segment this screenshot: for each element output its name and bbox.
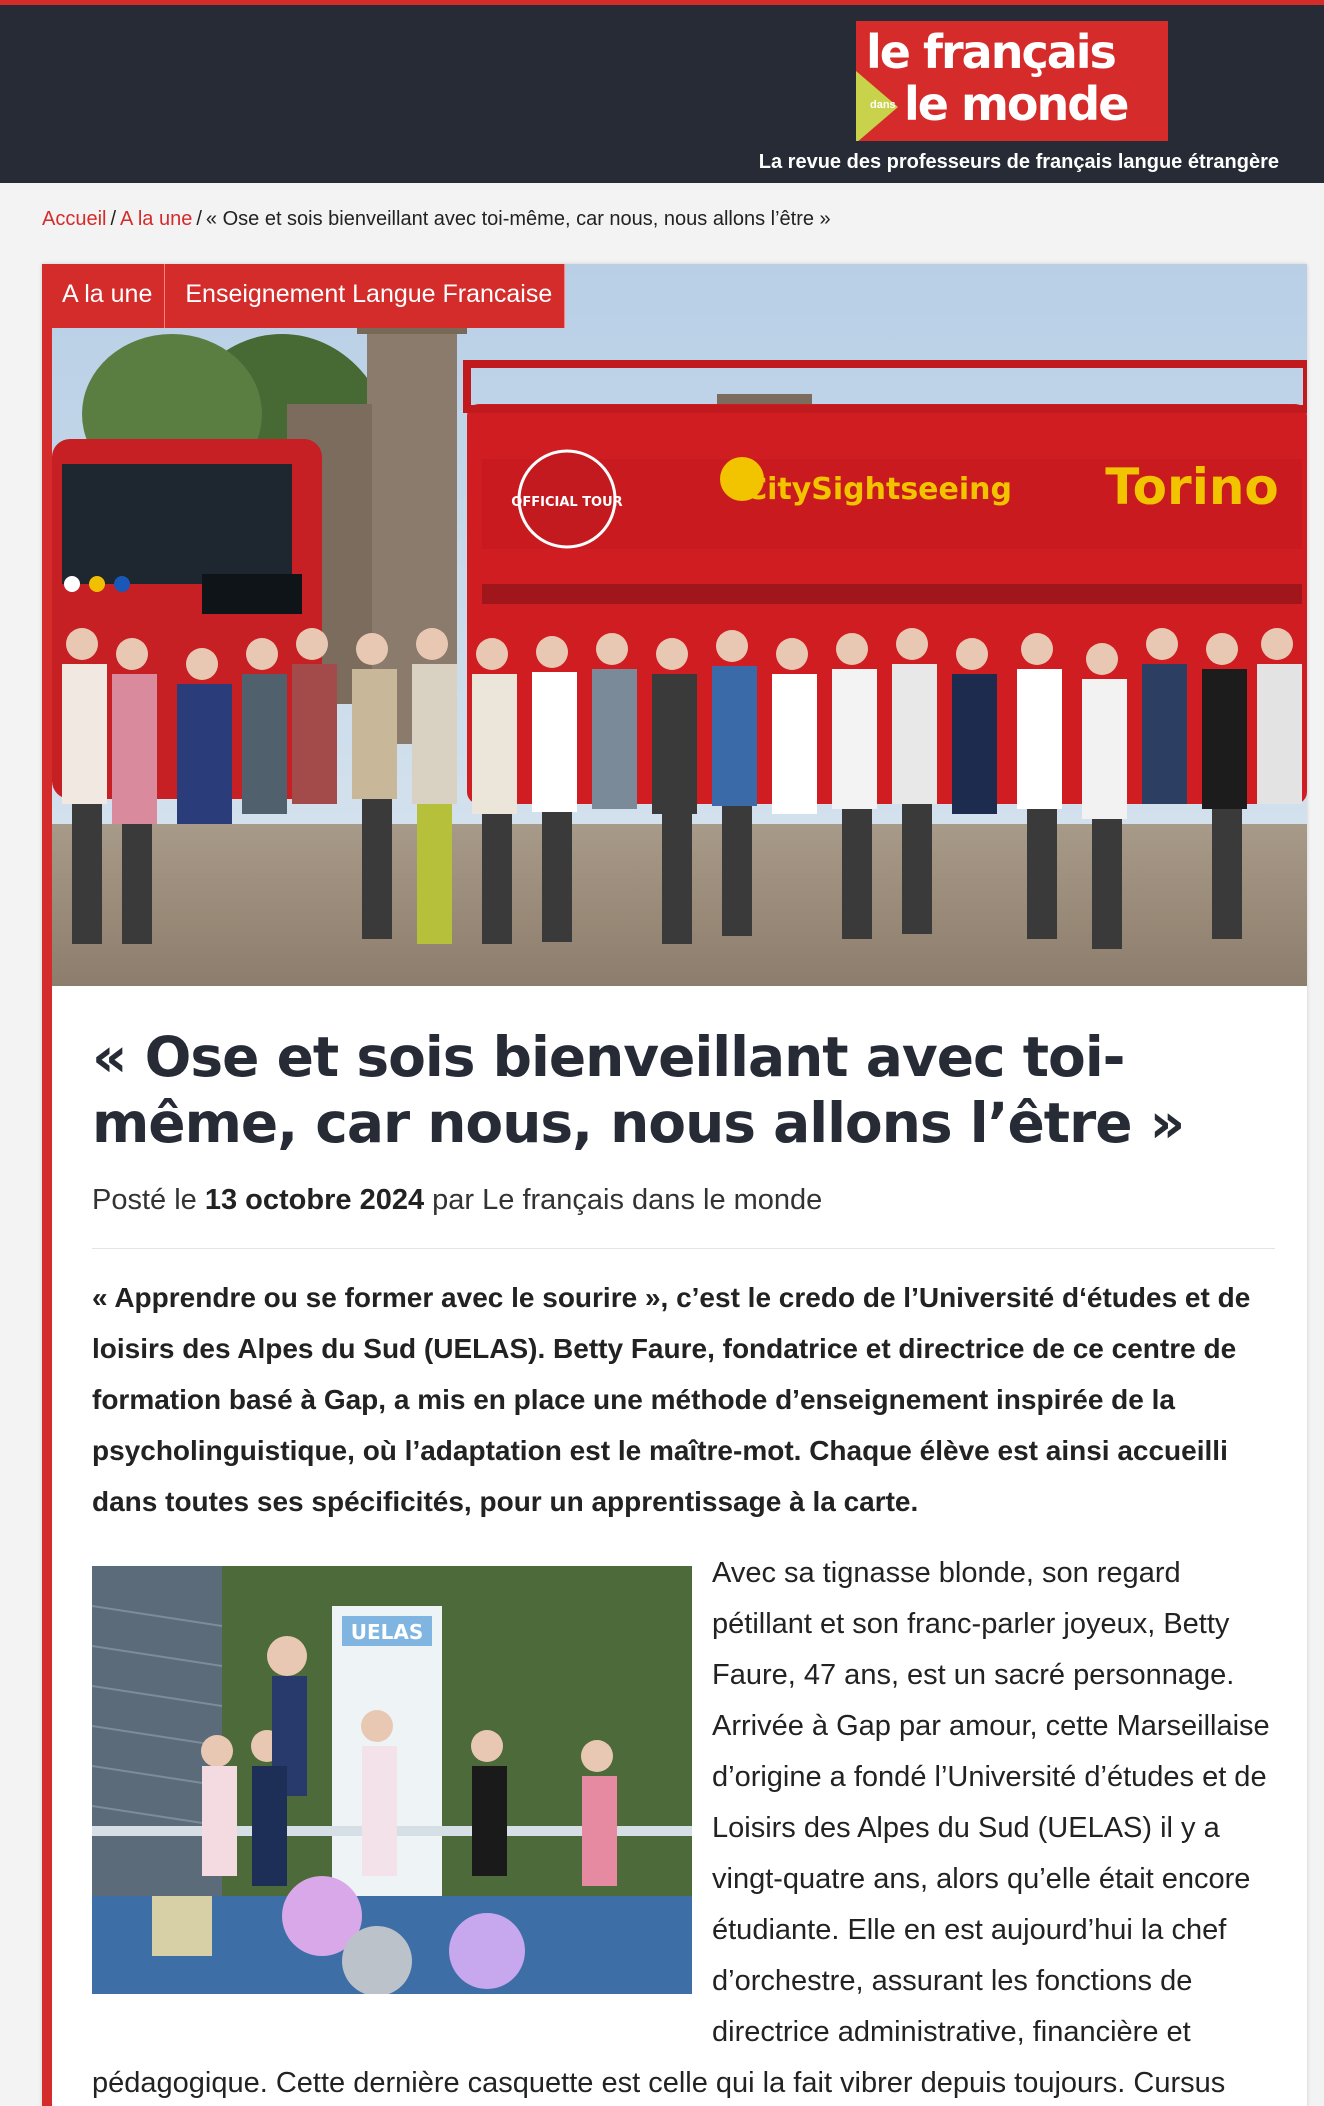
article-photo-children: [92, 1566, 692, 1994]
bus-text-city: CitySightseeing: [745, 472, 1012, 507]
logo-dans: dans: [870, 99, 896, 111]
category-tags: [42, 264, 565, 328]
bus-text-torino: Torino: [1105, 458, 1279, 516]
by-prefix: par: [432, 1184, 475, 1216]
category-tag-enseignement[interactable]: Enseignement Langue Francaise: [165, 264, 565, 328]
article-body-paragraph: Avec sa tignasse blonde, son regard pétillant et son franc-parler joyeux, Betty Faure, 47 ans, est un sacré personnage. Arrivée à Gap par amour, cette Marseillaise d’origine a fondé l’Université d’études et de Loisirs des Alpes du Sud (UELAS) il y a vingt-quatre ans, alors qu’elle était encore étudiante. Elle en est aujourd’hui la chef d’orchestre, assurant les fonctions de directrice administrative, financière et: [712, 1557, 1270, 2048]
breadcrumb-current: « Ose et sois bienveillant avec toi-même, car nous, nous allons l’être »: [205, 208, 831, 230]
photo-banner-text: UELAS: [350, 1620, 424, 1644]
category-tag-a-la-une[interactable]: A la une: [42, 264, 165, 328]
logo-line-2: le monde: [904, 77, 1128, 131]
meta-divider: [92, 1248, 1275, 1249]
posted-prefix: Posté le: [92, 1184, 197, 1216]
article-body-continued: pédagogique. Cette dernière casquette est celle qui la fait vibrer depuis toujours. Cursus: [92, 2067, 1226, 2099]
breadcrumb: Accueil / A la une / « Ose et sois bienveillant avec toi-même, car nous, nous allons l’être »: [42, 208, 831, 230]
post-author[interactable]: Le français dans le monde: [482, 1184, 823, 1216]
site-tagline: La revue des professeurs de français langue étrangère: [758, 151, 1279, 173]
site-header: [0, 0, 1324, 183]
breadcrumb-home-link[interactable]: Accueil: [42, 208, 107, 230]
bus-badge-text: OFFICIAL TOUR: [511, 495, 623, 510]
article-meta: [92, 1184, 822, 1217]
article-title: « Ose et sois bienveillant avec toi-même, car nous, nous allons l’être »: [92, 1025, 1185, 1155]
post-date: 13 octobre 2024: [204, 1184, 425, 1216]
hero-image: [52, 264, 1307, 986]
article-lead: « Apprendre ou se former avec le sourire », c’est le credo de l’Université d‘études et de loisirs des Alpes du Sud (UELAS). Betty Faure, fondatrice et directrice de ce centre de formation basé à Gap, a mis en place une méthode d’enseignement inspirée de la psycholinguistique, où l’adaptation est le maître-mot. Chaque élève est ainsi accueilli dans toutes ses spécificités, pour un apprentissage à la carte.: [92, 1282, 1251, 1517]
breadcrumb-section-link[interactable]: A la une: [120, 208, 193, 230]
logo-line-1: le français: [866, 25, 1115, 79]
site-logo[interactable]: [856, 21, 1168, 141]
